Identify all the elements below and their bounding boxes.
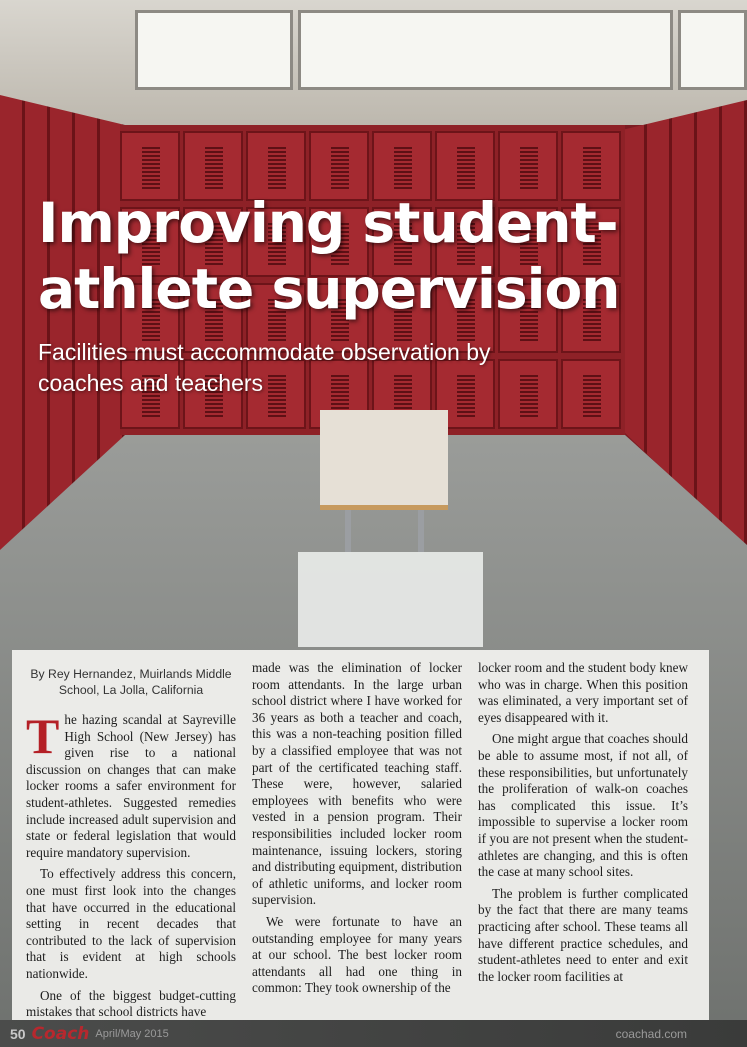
paragraph: We were fortunate to have an outstanding employee for many years at our school. The best locker room attendants all had one thing in common: They took ownership of the — [252, 913, 462, 996]
column-2 — [252, 660, 462, 1020]
locker-vent — [331, 147, 349, 189]
bench-near — [298, 552, 483, 647]
locker-vent — [583, 375, 601, 417]
magazine-logo: Coach — [31, 1023, 90, 1044]
bench-far — [320, 410, 448, 510]
article-subtitle: Facilities must accommodate observation by coaches and teachers — [38, 339, 491, 396]
issue-date: April/May 2015 — [95, 1027, 169, 1040]
article-body — [12, 650, 709, 1020]
website: coachad.com — [615, 1026, 687, 1041]
paragraph: The problem is further complicated by the fact that there are many teams practicing after school. These teams all have different practice schedules, and student-athletes need to enter and exit the locker room facilities at — [478, 885, 688, 984]
ceiling — [0, 0, 747, 125]
window-right — [678, 10, 747, 90]
paragraph: One of the biggest budget-cutting mistakes that school districts have — [26, 987, 236, 1020]
window-center — [298, 10, 673, 90]
locker-vent — [583, 147, 601, 189]
page-footer — [0, 1020, 747, 1047]
paragraph: One might argue that coaches should be able to assume most, if not all, of these responsibilities, but unfortunately the proliferation of walk-on coaches has complicated this issue. It’s impossible to supervise a locker room if you are not present when the student-athletes are changing, and this is often the case at many school sites. — [478, 731, 688, 880]
page-number: 50 — [10, 1025, 26, 1042]
column-3 — [478, 660, 688, 1020]
paragraph-text: he hazing scandal at Sayreville High School (New Jersey) has given rise to a national discussion on changes that can make locker rooms a safer environment for student-athletes. Suggested remedies include increased adult supervision and state or federal legislation that would require mandatory supervision. — [26, 712, 236, 860]
paragraph: made was the elimination of locker room attendants. In the large urban school district where I have worked for 36 years as both a teacher and coach, this was a non-teaching position filled by a classified employee that was not part of the certificated teaching staff. These were, however, salaried employees with benefits who were vested in a pension program. Their responsibilities included locker room maintenance, issuing lockers, storing and distributing equipment, distribution of athletic uniforms, and locker room supervision. — [252, 660, 462, 908]
column-1 — [26, 660, 236, 1020]
locker-vent — [205, 147, 223, 189]
paragraph: locker room and the student body knew who was in charge. When this position was eliminated, a very important set of eyes disappeared with it. — [478, 660, 688, 725]
paragraph — [26, 708, 236, 861]
locker-vent — [520, 147, 538, 189]
paragraph: To effectively address this concern, one must first look into the changes that have occurred in the educational setting in recent decades that contributed to the lack of supervision that is evident at high schools nationwide. — [26, 866, 236, 981]
bench-leg — [345, 510, 351, 552]
locker-vent — [457, 147, 475, 189]
byline: By Rey Hernandez, Muirlands Middle School, La Jolla, California — [30, 667, 232, 697]
window-left — [135, 10, 293, 90]
locker-vent — [394, 147, 412, 189]
drop-cap: T — [26, 708, 60, 764]
locker-vent — [142, 147, 160, 189]
locker-vent — [268, 147, 286, 189]
bench-leg — [418, 510, 424, 552]
locker-door — [561, 359, 621, 429]
article-title: Improving student-athlete supervision — [38, 191, 620, 321]
